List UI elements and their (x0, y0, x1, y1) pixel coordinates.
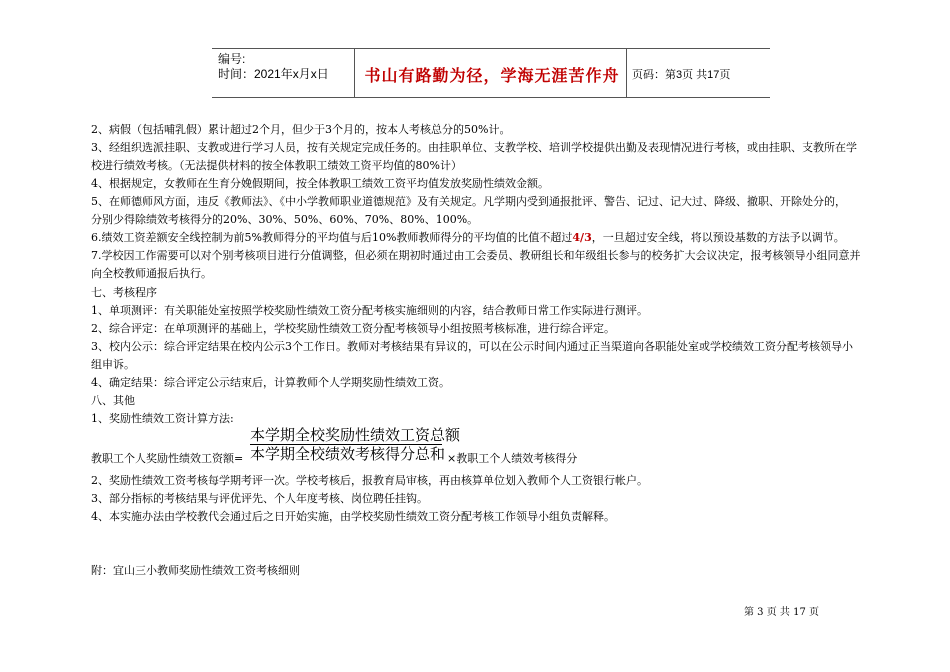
paragraph-secondment: 3、经组织选派挂职、支教或进行学习人员，按有关规定完成任务的。由挂职单位、支教学校、培训学校提供出勤及表现情况进行考核，或由挂职、支教所在学 (91, 141, 857, 154)
header-meta (218, 52, 354, 82)
formula-right: ×教职工个人绩效考核得分 (447, 452, 578, 465)
section-heading-procedure: 七、考核程序 (91, 286, 157, 299)
header-divider (626, 49, 627, 97)
page-footer: 第 3 页 共 17 页 (744, 607, 819, 618)
paragraph-comprehensive: 2、综合评定：在单项测评的基础上，学校奖励性绩效工资分配考核领导小组按照考核标准，进行综合评定。 (91, 322, 615, 335)
safety-line-tail: ，一旦超过安全线，将以预设基数的方法予以调节。 (591, 231, 845, 244)
header-page-label: 页码：第3页 共17页 (632, 69, 731, 81)
paragraph-publicity-cont: 组申诉。 (91, 358, 135, 371)
paragraph-confirm: 4、确定结果：综合评定公示结束后，计算教师个人学期奖励性绩效工资。 (91, 376, 450, 389)
section-heading-other: 八、其他 (91, 394, 135, 407)
paragraph-frequency: 2、奖励性绩效工资考核每学期考评一次。学校考核后，报教育局审核，再由核算单位划入教师个人工资银行帐户。 (91, 474, 648, 487)
header-motto: 书山有路勤为径，学海无涯苦作舟 (364, 66, 620, 85)
paragraph-secondment-cont: 校进行绩效考核。（无法提供材料的按全体教职工绩效工资平均值的80%计） (91, 159, 462, 172)
ratio-highlight: 4/3 (572, 231, 592, 244)
formula-left: 教职工个人奖励性绩效工资额= (91, 452, 244, 465)
paragraph-linkage: 3、部分指标的考核结果与评优评先、个人年度考核、岗位聘任挂钩。 (91, 492, 428, 505)
formula-numerator: 本学期全校奖励性绩效工资总额 (250, 426, 461, 444)
formula-denominator: 本学期全校绩效考核得分总和 (250, 445, 446, 463)
paragraph-safety-line (91, 229, 845, 247)
doc-number-label: 编号: (218, 52, 246, 66)
paragraph-single-eval: 1、单项测评：有关职能处室按照学校奖励性绩效工资分配考核实施细则的内容，结合教师日常工作实际进行测评。 (91, 304, 648, 317)
attachment-note: 附：宜山三小教师奖励性绩效工资考核细则 (91, 564, 300, 577)
paragraph-ethics-cont: 分别少得除绩效考核得分的20%、30%、50%、60%、70%、80%、100%。 (91, 213, 479, 226)
paragraph-maternity: 4、根据规定，女教师在生育分娩假期间，按全体教职工绩效工资平均值发放奖励性绩效金额。 (91, 177, 549, 190)
header-table (212, 48, 770, 98)
paragraph-adjustment-cont: 向全校教师通报后执行。 (91, 267, 212, 280)
paragraph-sick-leave: 2、病假（包括哺乳假）累计超过2个月，但少于3个月的，按本人考核总分的50%计。 (91, 123, 511, 136)
paragraph-ethics: 5、在师德师风方面，违反《教师法》、《中小学教师职业道德规范》及有关规定。凡学期内受到通报批评、警告、记过、记大过、降级、撤职、开除处分的， (91, 195, 846, 208)
time-label: 时间：2021年x月x日 (218, 67, 329, 81)
paragraph-calc-method: 1、奖励性绩效工资计算方法: (91, 412, 234, 425)
paragraph-publicity: 3、校内公示：综合评定结果在校内公示3个工作日。教师对考核结果有异议的，可以在公示时间内通过正当渠道向各职能处室或学校绩效工资分配考核领导小 (91, 340, 853, 353)
header-divider (354, 49, 355, 97)
paragraph-effective: 4、本实施办法由学校教代会通过后之日开始实施，由学校奖励性绩效工资分配考核工作领导小组负责解释。 (91, 510, 615, 523)
paragraph-adjustment: 7.学校因工作需要可以对个别考核项目进行分值调整，但必须在期初时通过由工会委员、教研组长和年级组长参与的校务扩大会议决定，报考核领导小组同意并 (91, 249, 861, 262)
safety-line-text: 6.绩效工资差额安全线控制为前5%教师得分的平均值与后10%教师教师得分的平均值的比值不超过 (91, 231, 573, 244)
